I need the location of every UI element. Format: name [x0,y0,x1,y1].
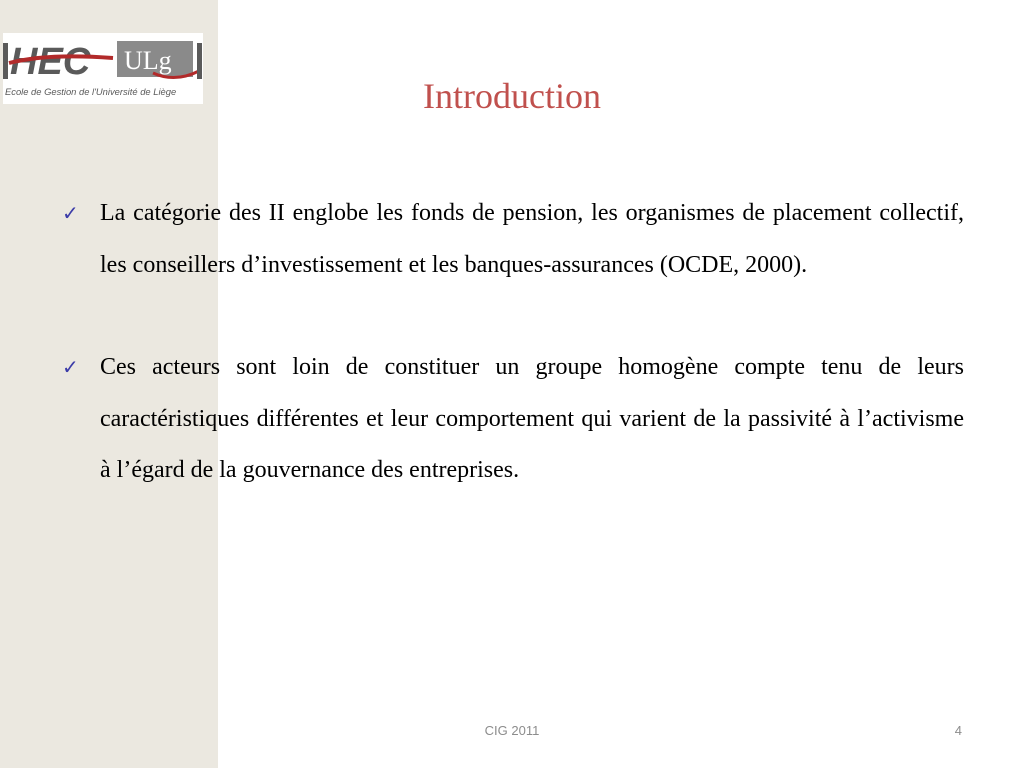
logo-wordmark: HEC [10,41,91,83]
page-number: 4 [954,723,962,738]
checkmark-icon: ✓ [62,355,79,379]
bullet-text: Ces acteurs sont loin de constituer un groupe homogène compte tenu de leurs caractéristiques différentes et leur comportement qui varient de la passivité à l’activisme à l’égard de la gouvernance des entreprises. [100,354,964,483]
bullet-text: La catégorie des II englobe les fonds de pension, les organismes de placement collectif, les conseillers d’investissement et les banques-assurances (OCDE, 2000). [100,200,964,278]
logo-tagline: Ecole de Gestion de l'Université de Liège [5,86,177,97]
bullet-item [62,188,964,291]
bullet-list [62,188,964,548]
slide-title: Introduction [423,76,601,116]
footer-label: CIG 2011 [484,723,540,738]
checkmark-icon: ✓ [62,201,79,225]
logo-badge: ULg [124,46,172,75]
bullet-item [62,342,964,497]
